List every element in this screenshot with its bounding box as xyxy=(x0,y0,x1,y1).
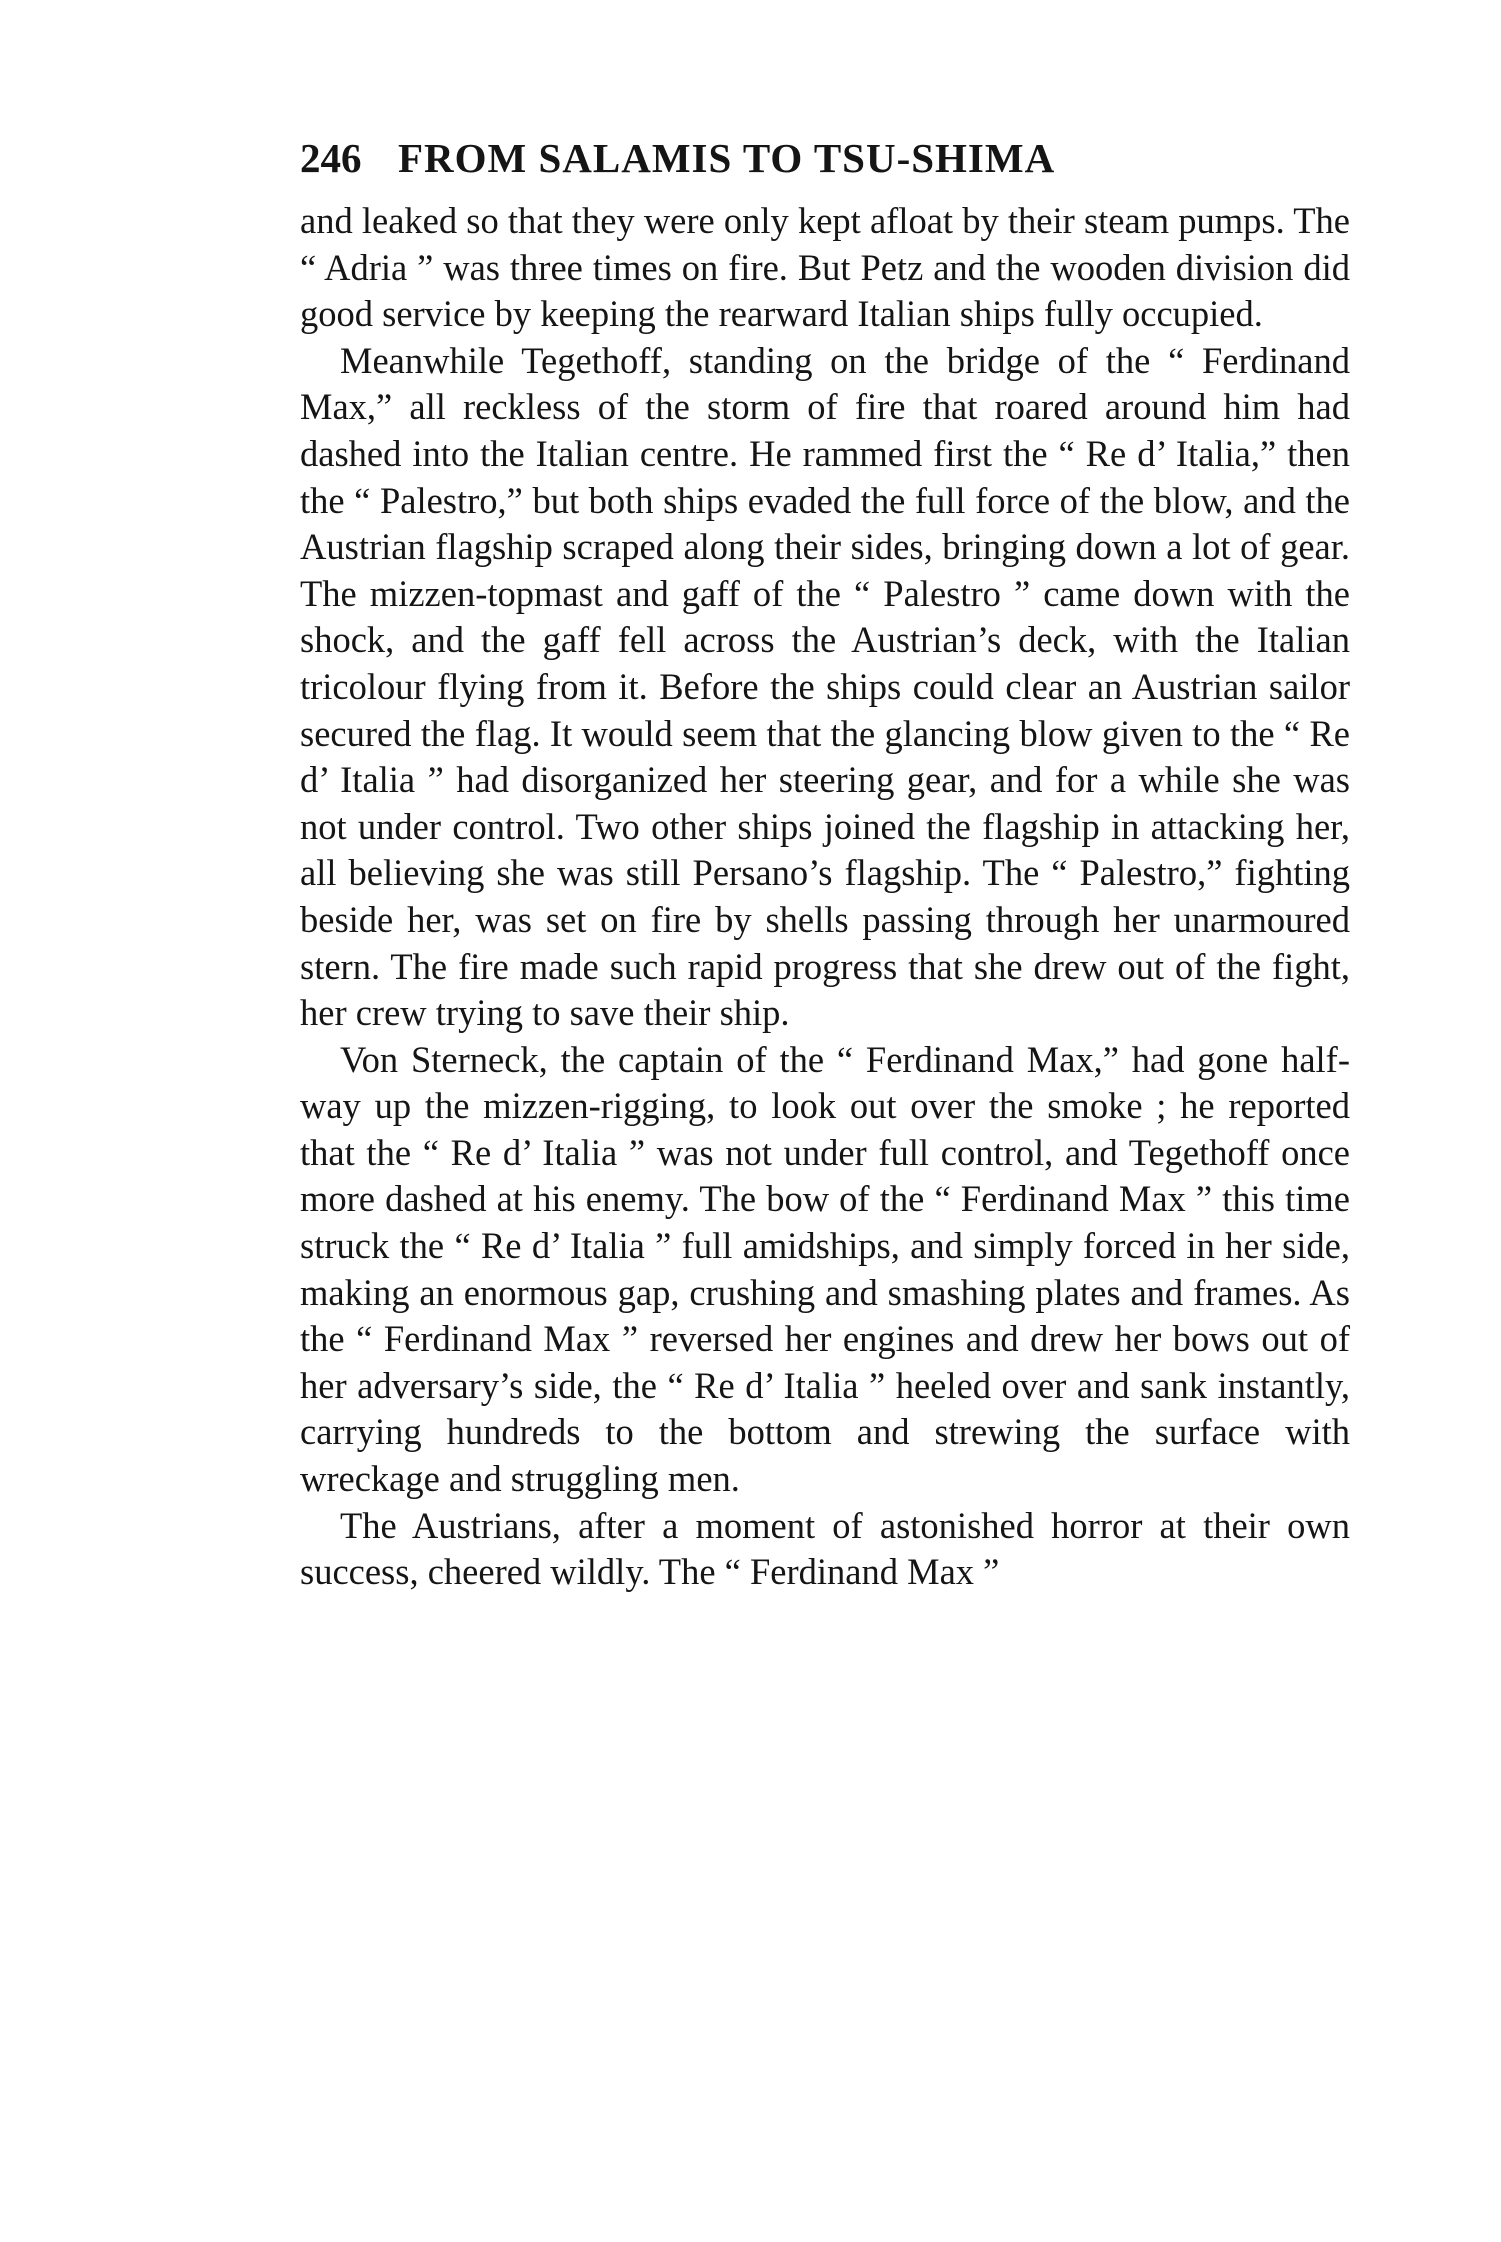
paragraph-continuation: and leaked so that they were only kept afloat by their steam pumps. The “ Adria ” was three times on fire. But Petz and the wooden division did good service by keeping the rearward Italian ships fully occupied. xyxy=(300,200,1350,335)
paragraph-tegethoff-ramming: Meanwhile Tegethoff, standing on the bridge of the “ Ferdinand Max,” all reckless of the storm of fire that roared around him had dashed into the Italian centre. He rammed first the “ Re d’ Italia,” then the “ Palestro,” but both ships evaded the full force of the blow, and the Austrian flagship scraped along their sides, bringing down a lot of gear. The mizzen-topmast and gaff of the “ Palestro ” came down with the shock, and the gaff fell across the Austrian’s deck, with the Italian tricolour flying from it. Before the ships could clear an Austrian sailor secured the flag. It would seem that the glancing blow given to the “ Re d’ Italia ” had disorganized her steering gear, and for a while she was not under control. Two other ships joined the flagship in attacking her, all believing she was still Persano’s flagship. The “ Palestro,” fighting beside her, was set on fire by shells passing through her unarmoured stern. The fire made such rapid progress that she drew out of the fight, her crew trying to save their ship. xyxy=(300,339,1350,1034)
running-title: FROM SALAMIS TO TSU-SHIMA xyxy=(398,135,1056,181)
running-header xyxy=(300,128,1200,188)
paragraph-austrians-cheer: The Austrians, after a moment of astonished horror at their own success, cheered wildly. The “ Ferdinand Max ” xyxy=(300,1504,1350,1593)
page-number: 246 xyxy=(300,135,362,181)
paragraph-von-sterneck: Von Sterneck, the captain of the “ Ferdinand Max,” had gone half-way up the mizzen-rigging, to look out over the smoke ; he reported that the “ Re d’ Italia ” was not under full control, and Tegethoff once more dashed at his enemy. The bow of the “ Ferdinand Max ” this time struck the “ Re d’ Italia ” full amidships, and simply forced in her side, making an enormous gap, crushing and smashing plates and frames. As the “ Ferdinand Max ” reversed her engines and drew her bows out of her adversary’s side, the “ Re d’ Italia ” heeled over and sank instantly, carrying hundreds to the bottom and strewing the surface with wreckage and struggling men. xyxy=(300,1038,1350,1500)
body-text xyxy=(300,198,1350,1596)
